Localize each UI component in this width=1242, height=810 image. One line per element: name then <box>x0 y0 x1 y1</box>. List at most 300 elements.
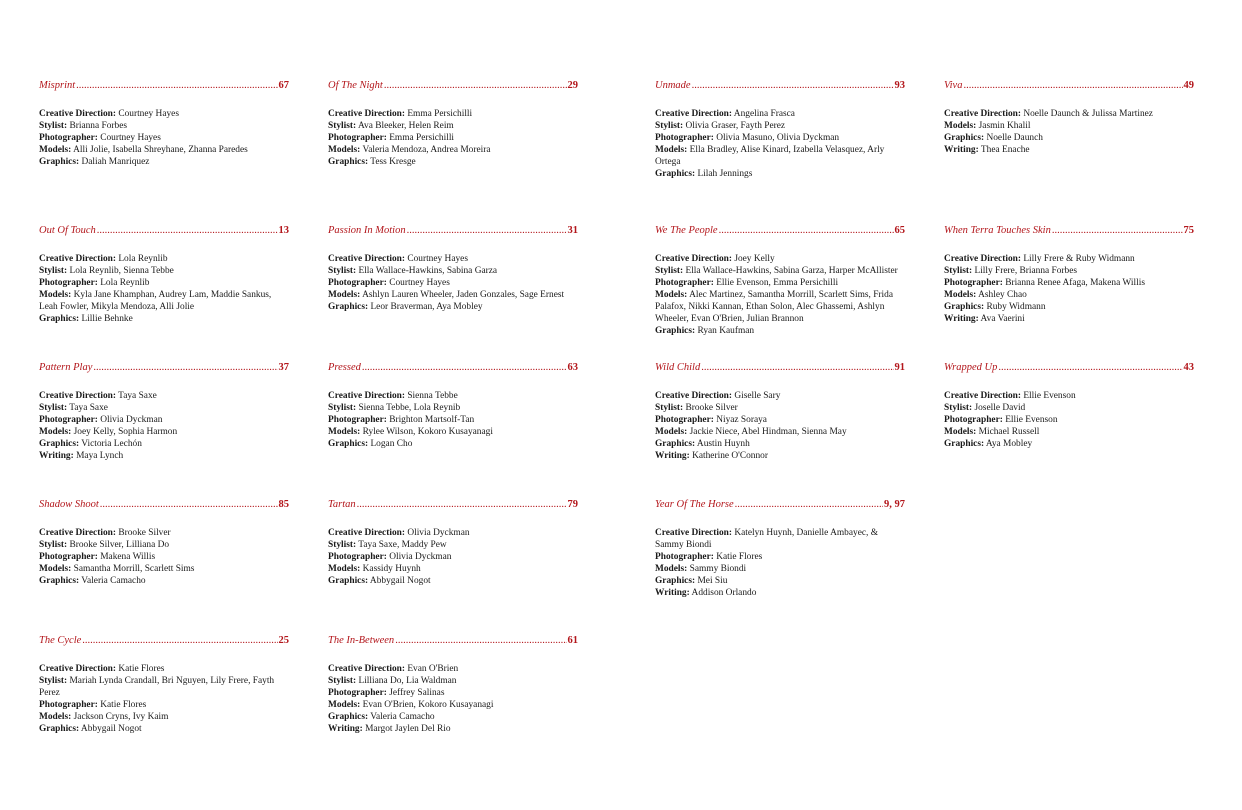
credit-line <box>944 313 1194 325</box>
credit-line <box>655 450 905 462</box>
page-number: 63 <box>567 362 578 373</box>
credit-names: Sienna Tebbe, Lola Reynib <box>356 403 461 413</box>
credit-role: Graphics: <box>328 157 369 167</box>
credit-role: Models: <box>655 427 688 437</box>
credit-names: Evan O'Brien, Kokoro Kusayanagi <box>360 700 494 710</box>
credit-line <box>39 575 289 587</box>
credit-names: Margot Jaylen Del Rio <box>362 724 451 734</box>
credit-role: Stylist: <box>328 266 357 276</box>
credit-line <box>655 527 905 551</box>
credit-names: Makena Willis <box>97 552 156 562</box>
dot-leader <box>76 80 277 91</box>
credit-line <box>328 699 578 711</box>
credit-role: Graphics: <box>655 326 696 336</box>
credit-line <box>39 144 289 156</box>
credit-names: Thea Enache <box>978 145 1030 155</box>
credit-line <box>944 301 1194 313</box>
credit-names: Ella Wallace-Hawkins, Sabina Garza <box>356 266 498 276</box>
credit-line <box>655 390 905 402</box>
credit-line <box>39 699 289 711</box>
dot-leader <box>357 499 567 510</box>
credit-names: Ella Bradley, Alise Kinard, Izabella Velasquez, Arly Ortega <box>655 145 885 167</box>
credit-role: Creative Direction: <box>39 391 116 401</box>
credit-role: Graphics: <box>39 314 80 324</box>
credit-line <box>39 551 289 563</box>
credit-role: Creative Direction: <box>328 109 405 119</box>
credit-names: Brianna Forbes <box>67 121 128 131</box>
credit-names: Evan O'Brien <box>404 664 459 674</box>
dot-leader <box>82 635 277 646</box>
credit-line <box>944 132 1194 144</box>
credit-role: Graphics: <box>39 724 80 734</box>
credit-line <box>944 253 1194 265</box>
credit-names: Aya Mobley <box>984 439 1033 449</box>
credit-names: Courtney Hayes <box>97 133 161 143</box>
credit-entry <box>655 80 905 180</box>
credit-line <box>328 132 578 144</box>
credit-role: Stylist: <box>39 540 68 550</box>
credit-line <box>328 120 578 132</box>
credit-role: Stylist: <box>39 403 68 413</box>
dot-leader <box>701 362 893 373</box>
entry-title-row <box>328 362 578 376</box>
entry-title-row <box>39 362 289 376</box>
entry-title-row <box>39 225 289 239</box>
credit-entry <box>39 362 289 462</box>
entry-title-row <box>655 80 905 94</box>
credit-role: Stylist: <box>39 266 68 276</box>
credit-line <box>328 414 578 426</box>
entry-title-row <box>39 635 289 649</box>
credit-line <box>39 539 289 551</box>
credit-names: Katherine O'Connor <box>689 451 768 461</box>
credit-line <box>655 426 905 438</box>
entry-title: Misprint <box>39 80 76 91</box>
credit-role: Photographer: <box>39 278 98 288</box>
credit-role: Stylist: <box>655 266 684 276</box>
credit-names: Ellie Evenson, Emma Persichilli <box>713 278 839 288</box>
entry-title: The Cycle <box>39 635 82 646</box>
credit-names: Lilah Jennings <box>695 169 753 179</box>
credit-names: Lola Reynlib <box>97 278 150 288</box>
credit-names: Victoria Lechón <box>79 439 142 449</box>
credit-names: Maya Lynch <box>73 451 124 461</box>
credit-line <box>39 289 289 313</box>
credit-entry <box>39 635 289 735</box>
credit-names: Mei Siu <box>695 576 728 586</box>
credit-names: Courtney Hayes <box>115 109 179 119</box>
credit-role: Writing: <box>655 588 690 598</box>
credit-role: Models: <box>328 564 361 574</box>
credit-line <box>655 575 905 587</box>
credit-line <box>39 132 289 144</box>
credit-line <box>944 414 1194 426</box>
entry-title-row <box>944 80 1194 94</box>
credit-line <box>655 438 905 450</box>
credit-names: Taya Saxe, Maddy Pew <box>356 540 447 550</box>
credit-names: Tess Kresge <box>368 157 416 167</box>
entry-title: Tartan <box>328 499 356 510</box>
credit-role: Creative Direction: <box>944 391 1021 401</box>
credit-names: Brooke Silver <box>115 528 171 538</box>
credit-names: Lilly Frere, Brianna Forbes <box>972 266 1078 276</box>
entry-title-row <box>655 499 905 513</box>
credit-line <box>655 325 905 337</box>
credit-names: Sammy Biondi <box>687 564 747 574</box>
credit-entry <box>944 225 1194 325</box>
credit-names: Noelle Daunch <box>984 133 1043 143</box>
credit-role: Stylist: <box>655 121 684 131</box>
entry-title: Wrapped Up <box>944 362 998 373</box>
credit-names: Valeria Camacho <box>368 712 435 722</box>
credit-list <box>944 253 1194 325</box>
credit-names: Brooke Silver, Lilliana Do <box>67 540 170 550</box>
credit-role: Creative Direction: <box>655 254 732 264</box>
credit-names: Daliah Manriquez <box>79 157 150 167</box>
credit-names: Michael Russell <box>976 427 1040 437</box>
credit-line <box>39 438 289 450</box>
credit-names: Samantha Morrill, Scarlett Sims <box>71 564 195 574</box>
credit-line <box>944 438 1194 450</box>
credit-role: Writing: <box>39 451 74 461</box>
credit-line <box>39 277 289 289</box>
credit-line <box>39 723 289 735</box>
page-number: 29 <box>567 80 578 91</box>
credit-names: Courtney Hayes <box>404 254 468 264</box>
dot-leader <box>692 80 894 91</box>
credit-list <box>655 390 905 462</box>
credit-names: Rylee Wilson, Kokoro Kusayanagi <box>360 427 493 437</box>
credit-names: Addison Orlando <box>689 588 757 598</box>
credit-line <box>328 575 578 587</box>
credit-names: Lillie Behnke <box>79 314 133 324</box>
credit-line <box>655 265 905 277</box>
credit-names: Katie Flores <box>713 552 763 562</box>
credit-entry <box>328 225 578 313</box>
credit-names: Giselle Sary <box>731 391 781 401</box>
credit-line <box>328 289 578 301</box>
credit-names: Abbygail Nogot <box>79 724 142 734</box>
credit-line <box>655 289 905 325</box>
credit-line <box>39 663 289 675</box>
credit-role: Graphics: <box>944 302 985 312</box>
credit-role: Creative Direction: <box>328 528 405 538</box>
credit-role: Photographer: <box>39 700 98 710</box>
credit-role: Models: <box>655 564 688 574</box>
credit-names: Katelyn Huynh, Danielle Ambayec, & Sammy Biondi <box>655 528 879 550</box>
entry-title: Of The Night <box>328 80 383 91</box>
credit-role: Models: <box>655 290 688 300</box>
credit-line <box>655 414 905 426</box>
credit-line <box>328 301 578 313</box>
credit-line <box>328 438 578 450</box>
credit-role: Creative Direction: <box>39 254 116 264</box>
credit-role: Stylist: <box>39 676 68 686</box>
credit-names: Noelle Daunch & Julissa Martinez <box>1020 109 1153 119</box>
credit-role: Stylist: <box>328 403 357 413</box>
credit-line <box>328 277 578 289</box>
credit-names: Ella Wallace-Hawkins, Sabina Garza, Harper McAllister <box>683 266 898 276</box>
credit-role: Models: <box>39 290 72 300</box>
credit-role: Photographer: <box>944 415 1003 425</box>
credit-role: Photographer: <box>655 415 714 425</box>
credit-names: Jackson Cryns, Ivy Kaim <box>71 712 169 722</box>
credit-entry <box>328 635 578 735</box>
credit-names: Olivia Dyckman <box>404 528 470 538</box>
dot-leader <box>735 499 883 510</box>
credit-line <box>944 108 1194 120</box>
credit-role: Models: <box>39 145 72 155</box>
credit-names: Jackie Niece, Abel Hindman, Sienna May <box>687 427 847 437</box>
credit-role: Graphics: <box>655 439 696 449</box>
credit-role: Writing: <box>944 314 979 324</box>
entry-title-row <box>328 225 578 239</box>
credit-line <box>328 390 578 402</box>
credit-line <box>328 156 578 168</box>
credit-entry <box>328 499 578 587</box>
credit-line <box>944 120 1194 132</box>
credit-line <box>944 390 1194 402</box>
credit-line <box>655 277 905 289</box>
credit-names: Emma Persichilli <box>404 109 473 119</box>
credit-entry <box>655 362 905 462</box>
credit-entry <box>39 80 289 168</box>
credit-list <box>39 253 289 325</box>
credit-names: Ava Vaerini <box>978 314 1025 324</box>
credit-role: Creative Direction: <box>655 391 732 401</box>
entry-title-row <box>944 225 1194 239</box>
credit-entry <box>944 80 1194 156</box>
credit-names: Olivia Graser, Fayth Perez <box>683 121 786 131</box>
entry-title-row <box>39 80 289 94</box>
credit-names: Olivia Dyckman <box>97 415 163 425</box>
credit-role: Stylist: <box>655 403 684 413</box>
page-number: 79 <box>567 499 578 510</box>
credit-names: Ashlyn Lauren Wheeler, Jaden Gonzales, Sage Ernest <box>360 290 565 300</box>
credit-entry <box>328 80 578 168</box>
entry-title-row <box>655 362 905 376</box>
page-number: 61 <box>567 635 578 646</box>
entry-title: Pattern Play <box>39 362 93 373</box>
credit-role: Stylist: <box>944 403 973 413</box>
entry-title: Pressed <box>328 362 361 373</box>
dot-leader <box>407 225 567 236</box>
credit-line <box>655 402 905 414</box>
credit-role: Creative Direction: <box>655 528 732 538</box>
credit-role: Stylist: <box>944 266 973 276</box>
credit-role: Photographer: <box>655 278 714 288</box>
credit-role: Writing: <box>655 451 690 461</box>
entry-title-row <box>328 80 578 94</box>
credit-names: Joey Kelly, Sophia Harmon <box>71 427 178 437</box>
credit-names: Ellie Evenson <box>1020 391 1076 401</box>
page-number: 9, 97 <box>884 499 905 510</box>
credit-names: Logan Cho <box>368 439 413 449</box>
credit-line <box>944 265 1194 277</box>
credit-entry <box>39 499 289 587</box>
credit-entry <box>39 225 289 325</box>
credit-names: Kassidy Huynh <box>360 564 421 574</box>
credit-role: Graphics: <box>328 302 369 312</box>
credit-line <box>328 144 578 156</box>
credit-role: Graphics: <box>39 439 80 449</box>
dot-leader <box>384 80 567 91</box>
credit-role: Graphics: <box>655 576 696 586</box>
credit-role: Writing: <box>944 145 979 155</box>
credit-line <box>944 144 1194 156</box>
credit-role: Creative Direction: <box>655 109 732 119</box>
credit-names: Olivia Dyckman <box>386 552 452 562</box>
credit-role: Graphics: <box>39 157 80 167</box>
credit-names: Valeria Camacho <box>79 576 146 586</box>
credit-names: Taya Saxe <box>67 403 108 413</box>
credit-role: Writing: <box>328 724 363 734</box>
credit-names: Sienna Tebbe <box>404 391 458 401</box>
credit-role: Creative Direction: <box>328 254 405 264</box>
credit-role: Graphics: <box>328 576 369 586</box>
credit-list <box>39 527 289 587</box>
entry-title-row <box>328 635 578 649</box>
credit-role: Photographer: <box>39 552 98 562</box>
credit-line <box>328 527 578 539</box>
entry-title-row <box>328 499 578 513</box>
dot-leader <box>97 225 278 236</box>
entry-title: The In-Between <box>328 635 395 646</box>
credit-role: Graphics: <box>328 712 369 722</box>
credit-role: Photographer: <box>328 278 387 288</box>
credit-line <box>39 313 289 325</box>
entry-title: Out Of Touch <box>39 225 96 236</box>
credit-line <box>328 723 578 735</box>
credit-names: Austin Huynh <box>695 439 750 449</box>
credit-line <box>39 675 289 699</box>
credit-role: Photographer: <box>328 688 387 698</box>
credit-role: Stylist: <box>328 540 357 550</box>
credit-list <box>944 108 1194 156</box>
credit-list <box>328 108 578 168</box>
page-number: 75 <box>1183 225 1194 236</box>
credit-line <box>944 289 1194 301</box>
credit-role: Graphics: <box>39 576 80 586</box>
entry-title-row <box>944 362 1194 376</box>
credit-line <box>944 277 1194 289</box>
credit-line <box>655 551 905 563</box>
credit-list <box>944 390 1194 450</box>
credit-line <box>328 402 578 414</box>
credit-names: Leor Braverman, Aya Mobley <box>368 302 483 312</box>
credit-role: Creative Direction: <box>39 528 116 538</box>
credit-names: Abbygail Nogot <box>368 576 431 586</box>
credit-names: Olivia Masuno, Olivia Dyckman <box>713 133 840 143</box>
credit-names: Kyla Jane Khamphan, Audrey Lam, Maddie Sankus, Leah Fowler, Mikyla Mendoza, Alli Jolie <box>39 290 272 312</box>
credit-line <box>39 253 289 265</box>
credit-names: Angelina Frasca <box>731 109 795 119</box>
credit-list <box>655 527 905 599</box>
credit-role: Photographer: <box>328 552 387 562</box>
credit-names: Niyaz Soraya <box>713 415 767 425</box>
credit-names: Alli Jolie, Isabella Shreyhane, Zhanna Paredes <box>71 145 248 155</box>
dot-leader <box>93 362 277 373</box>
credit-names: Joey Kelly <box>731 254 775 264</box>
credit-line <box>328 675 578 687</box>
credit-list <box>328 390 578 450</box>
credit-names: Taya Saxe <box>115 391 157 401</box>
credit-role: Photographer: <box>328 133 387 143</box>
credit-entry <box>944 362 1194 450</box>
credit-names: Ryan Kaufman <box>695 326 755 336</box>
dot-leader <box>998 362 1182 373</box>
credit-names: Jeffrey Salinas <box>386 688 445 698</box>
credit-line <box>328 711 578 723</box>
entry-title: Passion In Motion <box>328 225 406 236</box>
credit-line <box>328 539 578 551</box>
credit-role: Graphics: <box>328 439 369 449</box>
page-number: 85 <box>278 499 289 510</box>
credit-names: Joselle David <box>972 403 1026 413</box>
credit-line <box>655 168 905 180</box>
page-number: 37 <box>278 362 289 373</box>
credit-role: Photographer: <box>944 278 1003 288</box>
credit-line <box>39 563 289 575</box>
credit-role: Models: <box>944 290 977 300</box>
credit-names: Ellie Evenson <box>1002 415 1058 425</box>
credit-line <box>328 551 578 563</box>
credit-role: Photographer: <box>39 415 98 425</box>
entry-title: Wild Child <box>655 362 701 373</box>
credit-role: Models: <box>39 427 72 437</box>
credit-list <box>655 108 905 180</box>
credit-entry <box>655 499 905 599</box>
credit-entry <box>655 225 905 337</box>
credit-line <box>39 414 289 426</box>
credit-role: Graphics: <box>944 133 985 143</box>
credit-line <box>39 527 289 539</box>
entry-title: Viva <box>944 80 963 91</box>
credit-names: Lilly Frere & Ruby Widmann <box>1020 254 1135 264</box>
entry-title-row <box>39 499 289 513</box>
page-number: 13 <box>278 225 289 236</box>
credit-role: Creative Direction: <box>328 664 405 674</box>
credit-role: Models: <box>328 700 361 710</box>
credit-list <box>328 663 578 735</box>
credit-role: Stylist: <box>328 676 357 686</box>
entry-title: Year Of The Horse <box>655 499 734 510</box>
credit-line <box>655 120 905 132</box>
credit-line <box>39 402 289 414</box>
credit-names: Brooke Silver <box>683 403 738 413</box>
credit-names: Mariah Lynda Crandall, Bri Nguyen, Lily Frere, Fayth Perez <box>39 676 275 698</box>
credit-names: Ruby Widmann <box>984 302 1046 312</box>
credit-line <box>39 426 289 438</box>
credit-line <box>655 563 905 575</box>
dot-leader <box>362 362 567 373</box>
credit-role: Models: <box>328 145 361 155</box>
entry-title: When Terra Touches Skin <box>944 225 1051 236</box>
credit-line <box>328 663 578 675</box>
credit-names: Ava Bleeker, Helen Reim <box>356 121 454 131</box>
credit-line <box>655 587 905 599</box>
credit-role: Models: <box>944 427 977 437</box>
credit-line <box>39 120 289 132</box>
credit-line <box>328 108 578 120</box>
page-number: 31 <box>567 225 578 236</box>
credit-role: Models: <box>328 427 361 437</box>
dot-leader <box>100 499 278 510</box>
credit-names: Alec Martinez, Samantha Morrill, Scarlett Sims, Frida Palafox, Nikki Kannan, Ethan Solon, Alec Ghassemi, Ashlyn Wheeler, Evan O'Brien, Julian Brannon <box>655 290 893 324</box>
credit-entry <box>328 362 578 450</box>
dot-leader <box>719 225 894 236</box>
credit-role: Models: <box>944 121 977 131</box>
